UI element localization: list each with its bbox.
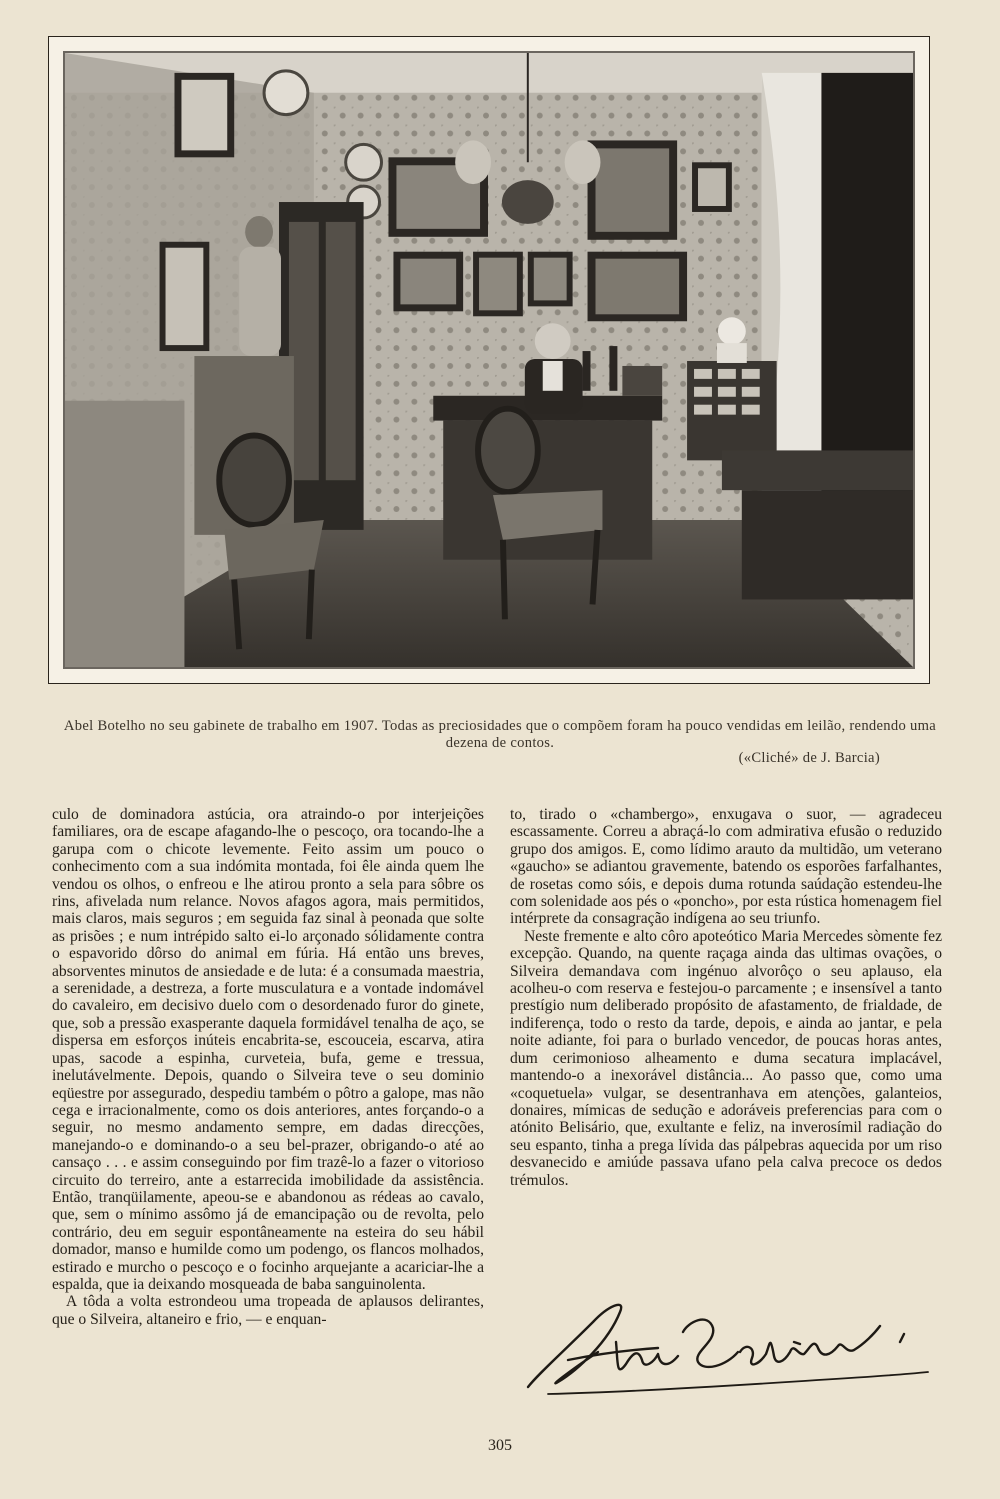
signature [508, 1282, 938, 1402]
study-room-photo [65, 53, 913, 667]
photograph-frame [48, 36, 930, 684]
article-column-right [510, 806, 942, 1189]
signature-drawing [508, 1282, 938, 1402]
photo-caption: Abel Botelho no seu gabinete de trabalho em 1907. Todas as preciosidades que o compõem foram ha pouco vendidas em leilão, rendendo uma dezena de contos. [63, 718, 937, 751]
photo-credit: («Cliché» de J. Barcia) [738, 750, 880, 766]
article-paragraph: culo de dominadora astúcia, ora atraindo-o por interjeições familiares, ora de escape afagando-lhe o pescoço, ora tocando-lhe a garupa com o chicote levemente. Feito assim um pouco o conhecimento com a sua indómita montada, foi êle ainda quem lhe vendou os olhos, o enfreou e lhe atirou pronto a sela para sôbre os rins, afivelada num relance. Novos afagos agora, mais permitidos, mais claros, mais seguros ; em seguida faz sinal à peonada que solte as prisões ; e num intrépido salto ei-lo arçonado sólidamente contra o espavorido dôrso do animal em fúria. Há então uns breves, absorventes minutos de ansiedade e de luta: é a consumada maestria, a serenidade, a destreza, a forte musculatura e a vontade indomável do cavaleiro, em decisivo duelo com o desordenado furor do ginete, que, sob a pressão exasperante daquela formidável tenalha de aço, se dispersa em esforços inúteis encabrita-se, escouceia, escarva, atira upas, sacode a espinha, curveteia, bufa, geme e tressua, inelutávelmente. Depois, quando o Silveira teve o seu dominio eqüestre por assegurado, despediu também o pôtro a galope, mas não cega e irracionalmente, como os dois anteriores, antes forçando-o a seguir, no mesmo andamento sempre, em dadas direcções, manejando-o e dominando-o a seu bel-prazer, obrigando-o até ao cansaço . . . e assim conseguindo por fim trazê-lo a fazer o vitorioso circuito do terreiro, ante a estarrecida imobilidade da assistência. Então, tranqüilamente, apeou-se e abandonou as rédeas ao cavalo, que, sem o mínimo assômo já de emancipação ou de revolta, pelo contrário, deu em seguir espontâneamente na esteira do seu hábil domador, manso e humilde como um podengo, os flancos molhados, estirado e murcho o pescoço e o focinho arquejante a acariciar-lhe a espalda, que ia deixando mosqueada de baba sanguinolenta. [52, 806, 484, 1293]
article-column-left [52, 806, 484, 1328]
photograph [63, 51, 915, 669]
article-paragraph: to, tirado o «chambergo», enxugava o suor, — agradeceu escassamente. Correu a abraçá-lo com admirativa efusão o reduzido grupo dos amigos. E, como lídimo arauto da multidão, um veterano «gaucho» se adiantou gravemente, batendo os esporões farfalhantes, de rosetas como sóis, e depois duma rotunda saúdação estendeu-lhe com solenidade aos pés o «poncho», por esta rústica homenagem fiel intérprete da consagração indígena ao seu triunfo. [510, 806, 942, 928]
article-paragraph: Neste fremente e alto côro apoteótico Maria Mercedes sòmente fez excepção. Quando, na quente raçaga ainda das ultimas ovações, o Silveira demandava com ingénuo alvorôço o seu aplauso, ela acolheu-o com reserva e festejou-o parcamente ; e insensível a tanto prestígio num deliberado propósito de afastamento, de frialdade, de indiferença, todo o resto da tarde, depois, e ainda ao jantar, e pela noite adiante, foi para o burlado vencedor, de poucas horas antes, dum cerimonioso alheamento e duma secatura implacável, mantendo-o a inexorável distância... Ao passo que, como uma «coquetuela» vulgar, se desentranhava em atenções, galanteios, donaires, mímicas de sedução e adoráveis preferencias para com o atónito Belisário, que, exultante e feliz, na inverosímil radiação do seu espanto, tinha a prega lívida das pálpebras aquecida por um riso desvanecido e amiúde passava ufano pela calva precoce os dedos trémulos. [510, 927, 942, 1189]
page-number: 305 [488, 1437, 512, 1454]
article-paragraph: A tôda a volta estrondeou uma tropeada de aplausos delirantes, que o Silveira, altaneiro e frio, — e enquan- [52, 1293, 484, 1328]
